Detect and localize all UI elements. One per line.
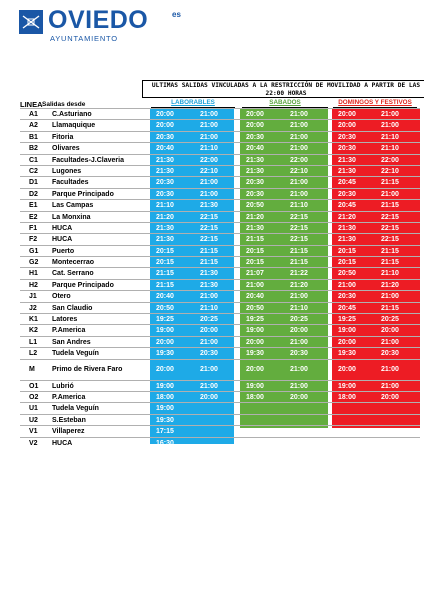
departure-time: 21:00 xyxy=(200,179,218,187)
departure-stop: Tudela Veguín xyxy=(52,405,99,413)
table-row xyxy=(20,380,420,391)
departure-time: 21:22 xyxy=(290,270,308,278)
line-code: K2 xyxy=(29,327,38,335)
departure-time: 20:30 xyxy=(246,190,264,198)
schedule-table xyxy=(20,80,421,447)
line-code: F2 xyxy=(29,236,38,244)
departure-time: 21:00 xyxy=(200,338,218,346)
sabados-header: SABADOS xyxy=(242,98,328,108)
departure-time: 20:30 xyxy=(338,133,356,141)
departure-time: 20:40 xyxy=(156,293,174,301)
header xyxy=(19,8,219,44)
departure-time: 21:30 xyxy=(200,281,218,289)
departure-stop: Latores xyxy=(52,316,78,324)
departure-time: 21:00 xyxy=(381,365,399,373)
departure-time: 21:00 xyxy=(200,133,218,141)
departure-time: 20:25 xyxy=(290,316,308,324)
line-code: A2 xyxy=(29,122,38,130)
departure-time: 20:40 xyxy=(156,145,174,153)
table-row xyxy=(20,199,420,210)
departure-time: 19:00 xyxy=(156,327,174,335)
departure-time: 21:10 xyxy=(200,145,218,153)
departure-time: 21:00 xyxy=(290,382,308,390)
line-code: V1 xyxy=(29,428,38,436)
table-row xyxy=(20,119,420,130)
line-code: E1 xyxy=(29,202,38,210)
line-code: L1 xyxy=(29,338,38,346)
departure-time: 18:00 xyxy=(338,393,356,401)
departure-time: 22:15 xyxy=(290,224,308,232)
departure-time: 20:00 xyxy=(246,122,264,130)
departure-time: 21:30 xyxy=(338,224,356,232)
departure-stop: Parque Principado xyxy=(52,190,114,198)
departure-time: 19:00 xyxy=(156,382,174,390)
table-row xyxy=(20,222,420,233)
departure-time: 21:07 xyxy=(246,270,264,278)
departure-time: 21:00 xyxy=(381,338,399,346)
departure-stop: P.America xyxy=(52,327,86,335)
departure-time: 19:00 xyxy=(338,327,356,335)
departure-time: 21:15 xyxy=(381,304,399,312)
departure-stop: La Monxina xyxy=(52,213,91,221)
departure-time: 21:00 xyxy=(290,122,308,130)
departure-stop: Puerto xyxy=(52,247,75,255)
departure-time: 22:15 xyxy=(381,213,399,221)
departure-time: 19:30 xyxy=(246,350,264,358)
line-code: O1 xyxy=(29,382,39,390)
departure-stop: Cat. Serrano xyxy=(52,270,94,278)
departure-stop: Olivares xyxy=(52,145,80,153)
line-code: C1 xyxy=(29,156,38,164)
departure-time: 20:00 xyxy=(246,111,264,118)
table-row xyxy=(20,188,420,199)
table-row xyxy=(20,359,420,378)
departure-time: 20:00 xyxy=(338,122,356,130)
departure-time: 21:00 xyxy=(290,145,308,153)
departure-time: 21:20 xyxy=(381,281,399,289)
table-row xyxy=(20,211,420,222)
table-row xyxy=(20,154,420,165)
departure-time: 21:30 xyxy=(156,236,174,244)
departure-time: 19:00 xyxy=(246,327,264,335)
departure-time: 20:30 xyxy=(338,293,356,301)
departure-time: 19:30 xyxy=(156,350,174,358)
line-code: J1 xyxy=(29,293,37,301)
linea-header: LINEA xyxy=(20,100,43,109)
table-row xyxy=(20,336,420,347)
table-row xyxy=(20,245,420,256)
departure-time: 20:00 xyxy=(246,338,264,346)
line-code: M xyxy=(29,365,35,373)
departure-time: 18:00 xyxy=(246,393,264,401)
departure-time: 21:30 xyxy=(246,156,264,164)
departure-time: 21:30 xyxy=(156,167,174,175)
brand-name: OVIEDO xyxy=(48,6,149,34)
laborables-header: LABORABLES xyxy=(151,98,235,108)
table-row xyxy=(20,402,420,413)
departure-time: 21:00 xyxy=(290,338,308,346)
departure-stop: San Andres xyxy=(52,338,91,346)
departure-time: 21:20 xyxy=(290,281,308,289)
line-code: H2 xyxy=(29,281,38,289)
table-row xyxy=(20,414,420,425)
departure-time: 20:15 xyxy=(156,259,174,267)
departure-time: 20:30 xyxy=(246,133,264,141)
departure-time: 19:25 xyxy=(156,316,174,324)
departure-time: 20:30 xyxy=(290,350,308,358)
table-row xyxy=(20,313,420,324)
departure-time: 21:30 xyxy=(338,236,356,244)
departure-time: 19:25 xyxy=(246,316,264,324)
departure-time: 20:40 xyxy=(246,145,264,153)
departure-time: 20:50 xyxy=(246,202,264,210)
departure-time: 20:25 xyxy=(200,316,218,324)
departure-time: 20:30 xyxy=(156,190,174,198)
departure-time: 21:15 xyxy=(381,259,399,267)
departure-stop: San Claudio xyxy=(52,304,93,312)
table-row xyxy=(20,425,420,436)
departure-time: 21:30 xyxy=(338,167,356,175)
line-code: G1 xyxy=(29,247,39,255)
departure-time: 22:10 xyxy=(381,167,399,175)
departure-time: 20:45 xyxy=(338,179,356,187)
line-code: E2 xyxy=(29,213,38,221)
table-row xyxy=(20,302,420,313)
table-row xyxy=(20,165,420,176)
departure-time: 20:15 xyxy=(246,259,264,267)
departure-time: 22:15 xyxy=(381,236,399,244)
departure-stop: Las Campas xyxy=(52,202,94,210)
line-code: L2 xyxy=(29,350,38,358)
departure-time: 20:00 xyxy=(156,122,174,130)
departure-time: 21:00 xyxy=(290,293,308,301)
line-code: F1 xyxy=(29,224,38,232)
table-row xyxy=(20,142,420,153)
departure-time: 21:10 xyxy=(156,202,174,210)
departure-time: 21:30 xyxy=(200,270,218,278)
schedule-rows xyxy=(20,108,420,448)
departure-stop: Fitoria xyxy=(52,133,74,141)
departure-time: 22:00 xyxy=(200,156,218,164)
departure-time: 20:00 xyxy=(246,365,264,373)
brand-suffix: es xyxy=(172,10,181,19)
departure-time: 21:10 xyxy=(381,145,399,153)
departure-time: 21:15 xyxy=(381,247,399,255)
line-code: O2 xyxy=(29,393,39,401)
departure-time: 21:00 xyxy=(290,133,308,141)
table-row xyxy=(20,290,420,301)
departure-time: 20:00 xyxy=(381,393,399,401)
departure-stop: HUCA xyxy=(52,224,73,232)
departure-time: 21:20 xyxy=(246,213,264,221)
domingos-header: DOMINGOS Y FESTIVOS xyxy=(333,98,417,108)
departure-time: 20:30 xyxy=(381,350,399,358)
departure-time: 21:00 xyxy=(200,382,218,390)
departure-stop: Lubrió xyxy=(52,382,74,390)
departure-stop: Lugones xyxy=(52,167,82,175)
line-code: C2 xyxy=(29,167,38,175)
departure-time: 20:00 xyxy=(290,327,308,335)
departure-time: 21:00 xyxy=(381,111,399,118)
departure-time: 20:00 xyxy=(156,338,174,346)
table-row xyxy=(20,279,420,290)
departure-time: 22:00 xyxy=(381,156,399,164)
departure-time: 21:00 xyxy=(246,281,264,289)
departure-time: 19:30 xyxy=(338,350,356,358)
departure-time: 20:30 xyxy=(156,133,174,141)
table-title: ULTIMAS SALIDAS VINCULADAS A LA RESTRICCIÓN DE MOVILIDAD A PARTIR DE LAS 22:00 HORAS xyxy=(142,80,424,98)
table-row xyxy=(20,347,420,358)
departure-time: 22:15 xyxy=(381,224,399,232)
departure-time: 21:15 xyxy=(290,259,308,267)
departure-time: 21:15 xyxy=(156,281,174,289)
departure-time: 21:30 xyxy=(338,156,356,164)
line-code: H1 xyxy=(29,270,38,278)
departure-time: 21:00 xyxy=(290,111,308,118)
table-row xyxy=(20,131,420,142)
departure-time: 21:00 xyxy=(290,190,308,198)
departure-time: 21:10 xyxy=(200,304,218,312)
city-crest-icon xyxy=(19,10,43,34)
departure-time: 20:50 xyxy=(156,304,174,312)
departure-time: 19:00 xyxy=(338,382,356,390)
departure-stop: Primo de Rivera Faro xyxy=(52,365,123,373)
departure-time: 20:00 xyxy=(156,365,174,373)
departure-time: 21:15 xyxy=(290,247,308,255)
departure-time: 21:00 xyxy=(200,111,218,118)
departure-time: 20:50 xyxy=(338,270,356,278)
departure-time: 21:00 xyxy=(290,179,308,187)
departure-time: 21:15 xyxy=(200,259,218,267)
departure-stop: P.America xyxy=(52,393,86,401)
departure-time: 21:20 xyxy=(338,213,356,221)
departure-time: 21:30 xyxy=(246,224,264,232)
table-row xyxy=(20,233,420,244)
departure-time: 22:15 xyxy=(200,236,218,244)
departure-time: 20:00 xyxy=(338,365,356,373)
departure-time: 20:30 xyxy=(200,350,218,358)
line-code: B1 xyxy=(29,133,38,141)
departure-time: 21:00 xyxy=(381,122,399,130)
departure-time: 21:00 xyxy=(200,293,218,301)
departure-time: 20:00 xyxy=(156,111,174,118)
departure-time: 20:30 xyxy=(156,179,174,187)
departure-time: 20:50 xyxy=(246,304,264,312)
departure-time: 21:20 xyxy=(156,213,174,221)
departure-stop: Facultades xyxy=(52,179,89,187)
line-code: U1 xyxy=(29,405,38,413)
departure-time: 19:25 xyxy=(338,316,356,324)
table-row xyxy=(20,108,420,119)
departure-stop: Villaperez xyxy=(52,428,85,436)
brand-subtitle: AYUNTAMIENTO xyxy=(50,34,118,43)
departure-time: 19:00 xyxy=(246,382,264,390)
line-code: J2 xyxy=(29,304,37,312)
departure-time: 20:30 xyxy=(338,145,356,153)
departure-time: 20:00 xyxy=(338,338,356,346)
departure-time: 21:10 xyxy=(381,270,399,278)
line-code: K1 xyxy=(29,316,38,324)
departure-time: 20:00 xyxy=(381,327,399,335)
departure-time: 21:00 xyxy=(290,365,308,373)
departure-stop: Facultades-J.Claveria xyxy=(52,156,124,164)
departure-time: 21:00 xyxy=(338,281,356,289)
departure-time: 22:15 xyxy=(200,224,218,232)
departure-time: 21:15 xyxy=(156,270,174,278)
line-code: G2 xyxy=(29,259,39,267)
line-code: A1 xyxy=(29,111,38,118)
departure-time: 20:00 xyxy=(200,393,218,401)
departure-time: 22:00 xyxy=(290,156,308,164)
departure-time: 21:00 xyxy=(381,190,399,198)
departure-time: 21:00 xyxy=(200,190,218,198)
table-row xyxy=(20,391,420,402)
departure-time: 20:15 xyxy=(338,247,356,255)
line-code: D1 xyxy=(29,179,38,187)
departure-time: 21:10 xyxy=(290,304,308,312)
table-row xyxy=(20,324,420,335)
departure-time: 18:00 xyxy=(156,393,174,401)
departure-time: 21:00 xyxy=(381,382,399,390)
departure-time: 21:30 xyxy=(200,202,218,210)
departure-time: 21:00 xyxy=(200,122,218,130)
departure-stop: HUCA xyxy=(52,236,73,244)
salidas-header: Salidas desde xyxy=(42,101,86,108)
departure-stop: Llamaquique xyxy=(52,122,96,130)
departure-time: 20:40 xyxy=(246,293,264,301)
departure-time: 21:10 xyxy=(381,133,399,141)
departure-time: 21:30 xyxy=(156,224,174,232)
departure-time: 20:30 xyxy=(338,190,356,198)
departure-time: 22:10 xyxy=(200,167,218,175)
departure-stop: Tudela Veguín xyxy=(52,350,99,358)
table-row xyxy=(20,267,420,278)
line-code: D2 xyxy=(29,190,38,198)
departure-time: 20:00 xyxy=(338,111,356,118)
departure-stop: Otero xyxy=(52,293,71,301)
departure-stop: HUCA xyxy=(52,439,73,447)
departure-time: 22:10 xyxy=(290,167,308,175)
departure-stop: Parque Principado xyxy=(52,281,114,289)
departure-time: 20:45 xyxy=(338,304,356,312)
departure-time: 20:00 xyxy=(290,393,308,401)
line-code: V2 xyxy=(29,439,38,447)
departure-time: 20:15 xyxy=(338,259,356,267)
departure-time: 21:00 xyxy=(381,293,399,301)
line-code: U2 xyxy=(29,416,38,424)
departure-time: 21:10 xyxy=(290,202,308,210)
departure-time: 16:30 xyxy=(156,439,174,447)
departure-time: 21:15 xyxy=(381,202,399,210)
table-row xyxy=(20,437,420,448)
line-code: B2 xyxy=(29,145,38,153)
departure-time: 19:30 xyxy=(156,416,174,424)
departure-time: 21:15 xyxy=(246,236,264,244)
departure-time: 21:30 xyxy=(156,156,174,164)
departure-time: 21:00 xyxy=(200,365,218,373)
table-row xyxy=(20,176,420,187)
departure-stop: Montecerrao xyxy=(52,259,95,267)
departure-time: 20:15 xyxy=(246,247,264,255)
departure-time: 17:15 xyxy=(156,428,174,436)
departure-stop: S.Esteban xyxy=(52,416,86,424)
departure-time: 22:15 xyxy=(290,213,308,221)
departure-time: 20:45 xyxy=(338,202,356,210)
departure-time: 21:30 xyxy=(246,167,264,175)
departure-time: 20:30 xyxy=(246,179,264,187)
departure-time: 20:00 xyxy=(200,327,218,335)
departure-time: 22:15 xyxy=(290,236,308,244)
departure-time: 20:25 xyxy=(381,316,399,324)
departure-time: 22:15 xyxy=(200,213,218,221)
departure-time: 19:00 xyxy=(156,405,174,413)
table-row xyxy=(20,256,420,267)
departure-time: 21:15 xyxy=(200,247,218,255)
departure-stop: C.Asturiano xyxy=(52,111,92,118)
departure-time: 21:15 xyxy=(381,179,399,187)
departure-time: 20:15 xyxy=(156,247,174,255)
